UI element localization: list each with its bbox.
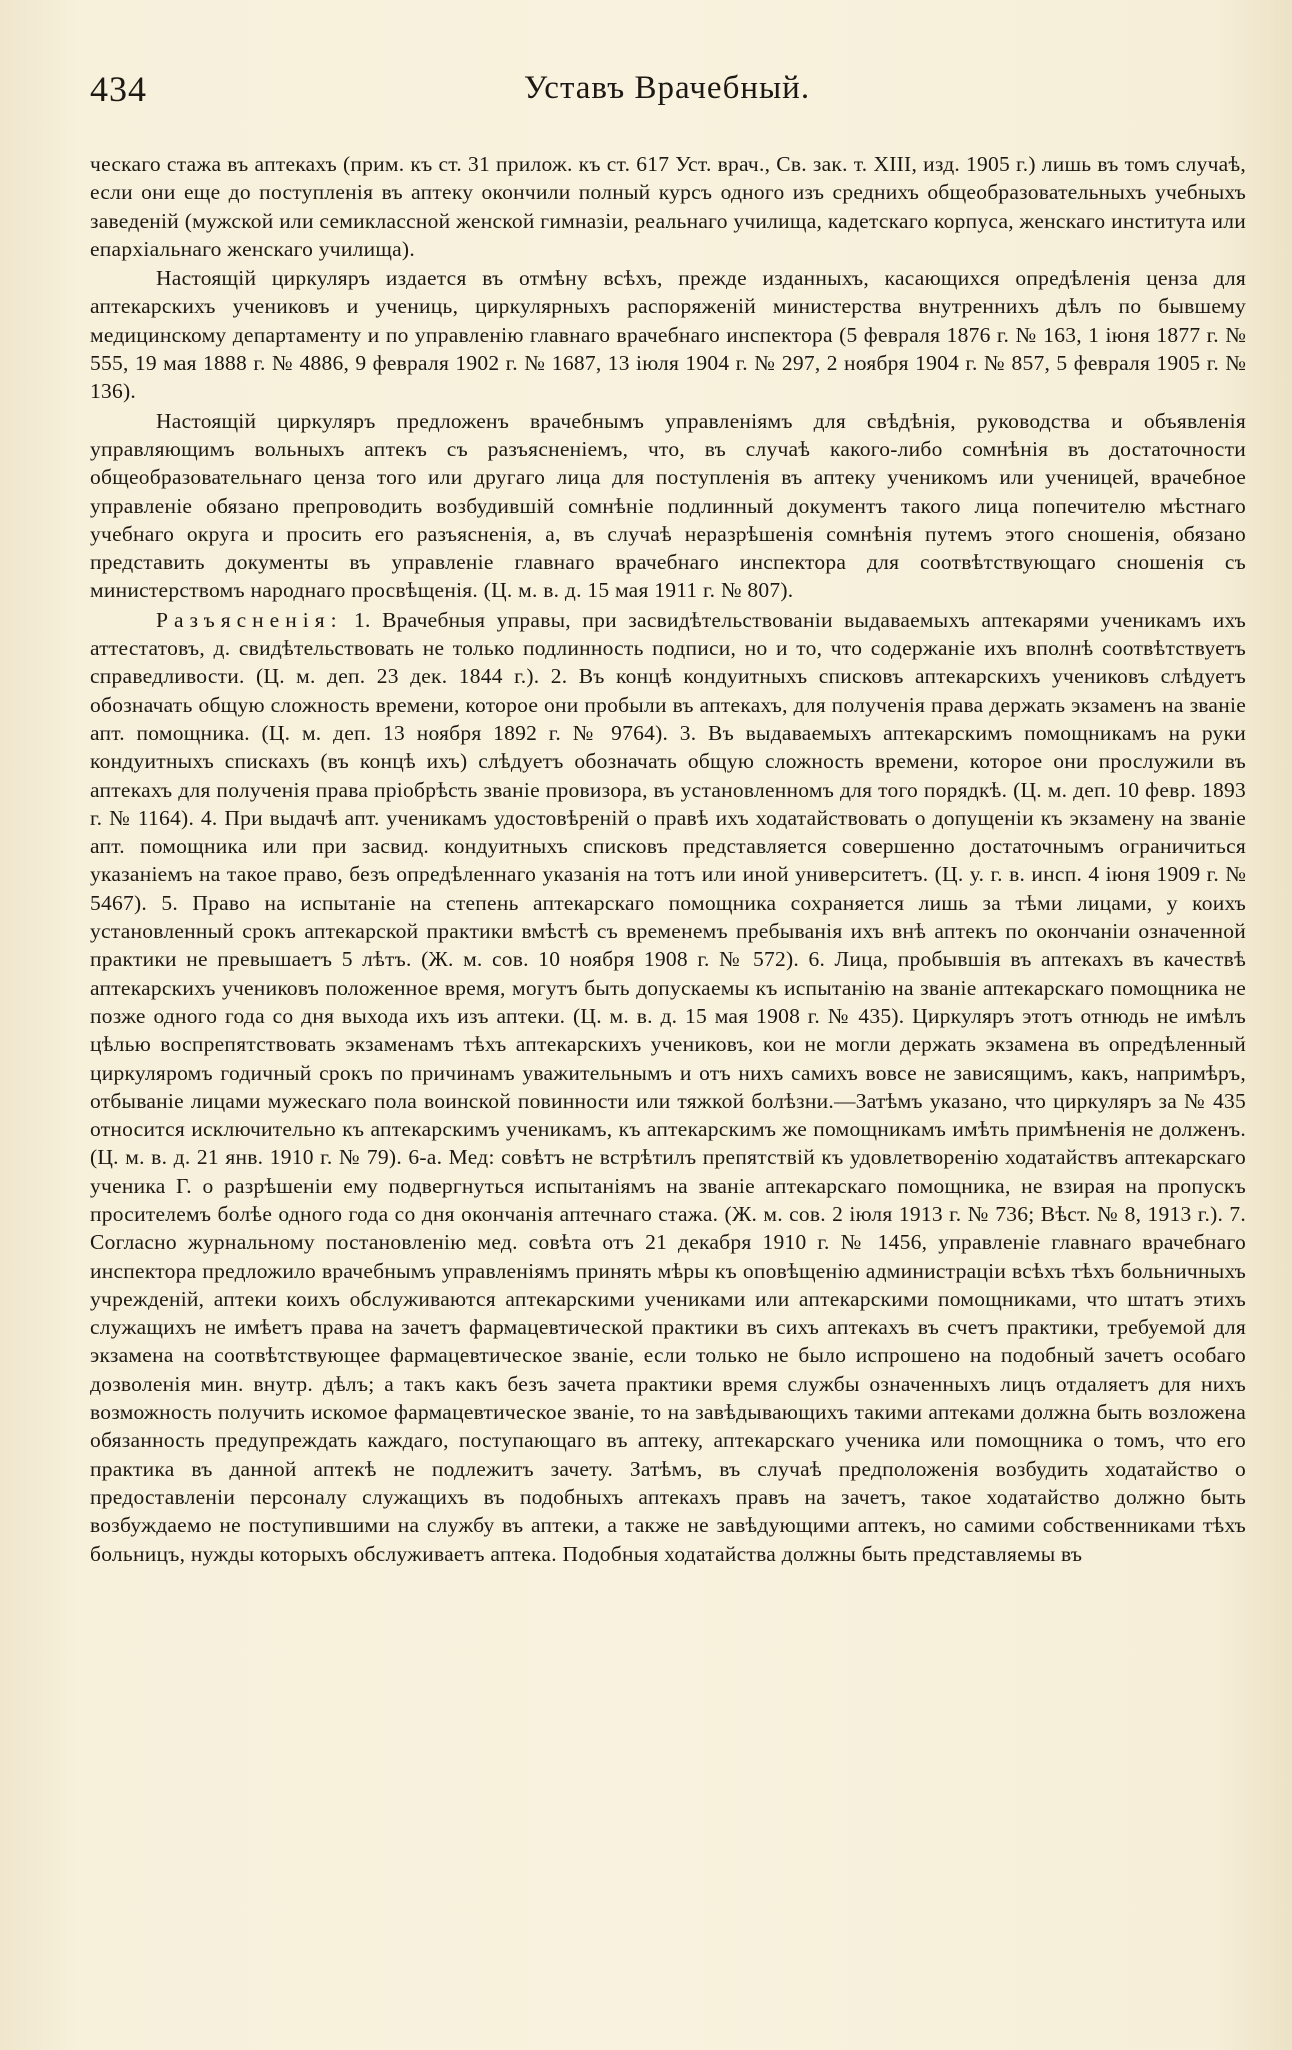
page-number: 434	[90, 69, 147, 109]
page-header	[88, 68, 1246, 118]
paragraph-text: 1. Врачебныя управы, при засвидѣтельствованіи выдаваемыхъ аптекарями ученикамъ ихъ аттестатовъ, д. свидѣтельствовать не только подлинность подписи, но и то, что содержаніе ихъ вполнѣ соотвѣтствуетъ справедливости. (Ц. м. деп. 23 дек. 1844 г.). 2. Въ концѣ кондуитныхъ списковъ аптекарскихъ учениковъ слѣдуетъ обозначать общую сложность времени, которое они пробыли въ аптекахъ, для полученія права держать экзаменъ на званіе апт. помощника. (Ц. м. деп. 13 ноября 1892 г. № 9764). 3. Въ выдаваемыхъ аптекарскимъ помощникамъ на руки кондуитныхъ спискахъ (въ концѣ ихъ) слѣдуетъ обозначать общую сложность времени, которое они прослужили въ аптекахъ для полученія права пріобрѣсть званіе провизора, въ установленномъ для того порядкѣ. (Ц. м. деп. 10 февр. 1893 г. № 1164). 4. При выдачѣ апт. ученикамъ удостовѣреній о правѣ ихъ ходатайствовать о допущеніи къ экзамену на званіе апт. помощника или при засвид. кондуитныхъ списковъ представляется совершенно достаточнымъ ограничиться указаніемъ на такое право, безъ опредѣленнаго указанія на тотъ или иной университетъ. (Ц. у. г. в. инсп. 4 іюня 1909 г. № 5467). 5. Право на испытаніе на степень аптекарскаго помощника сохраняется лишь за тѣми лицами, у коихъ установленный срокъ аптекарской практики вмѣстѣ съ временемъ пребыванія ихъ внѣ аптекъ по окончаніи означенной практики не превышаетъ 5 лѣтъ. (Ж. м. сов. 10 ноября 1908 г. № 572). 6. Лица, пробывшія въ аптекахъ въ качествѣ аптекарскихъ учениковъ положенное время, могутъ быть допускаемы къ испытанію на званіе аптекарскаго помощника не позже одного года со дня выхода ихъ изъ аптеки. (Ц. м. в. д. 15 мая 1908 г. № 435). Циркуляръ этотъ отнюдь не имѣлъ цѣлью воспрепятствовать экзаменамъ тѣхъ аптекарскихъ учениковъ, кои не могли держать экзамена въ опредѣленный циркуляромъ годичный срокъ по причинамъ уважительнымъ и отъ нихъ самихъ вовсе не зависящимъ, какъ, напримѣръ, отбываніе лицами мужескаго пола воинской повинности или тяжкой болѣзни.—Затѣмъ указано, что циркуляръ за № 435 относится исключительно къ аптекарскимъ ученикамъ, къ аптекарскимъ же помощникамъ имѣть примѣненія не долженъ. (Ц. м. в. д. 21 янв. 1910 г. № 79). 6-а. Мед: совѣтъ не встрѣтилъ препятствій къ удовлетворенію ходатайствъ аптекарскаго ученика Г. о разрѣшеніи ему подвергнуться испытаніямъ на званіе аптекарскаго помощника, не взирая на пропускъ просителемъ болѣе одного года со дня окончанія аптечнаго стажа. (Ж. м. сов. 2 іюля 1913 г. № 736; Вѣст. № 8, 1913 г.). 7. Согласно журнальному постановленію мед. совѣта отъ 21 декабря 1910 г. № 1456, управленіе главнаго врачебнаго инспектора предложило врачебнымъ управленіямъ принять мѣры къ оповѣщенію администраціи всѣхъ тѣхъ больничныхъ учрежденій, аптеки коихъ обслуживаются аптекарскими учениками или аптекарскими помощниками, что штатъ этихъ служащихъ не имѣетъ права на зачетъ фармацевтической практики въ сихъ аптекахъ въ счетъ практики, требуемой для экзамена на соотвѣтствующее фармацевтическое званіе, если только не было испрошено на подобный зачетъ особаго дозволенія мин. внутр. дѣлъ; а такъ какъ безъ зачета практики время службы означенныхъ лицъ отдаляетъ для нихъ возможность получить искомое фармацевтическое званіе, то на завѣдывающихъ такими аптеками должна быть возложена обязанность предупреждать каждаго, поступающаго въ аптеку, аптекарскаго ученика или помощника о томъ, что его практика въ данной аптекѣ не подлежитъ зачету. Затѣмъ, въ случаѣ предположенія возбудить ходатайство о предоставленіи персоналу служащихъ въ подобныхъ аптекахъ правъ на зачетъ, такое ходатайство должно быть возбуждаемо не поступившими на службу въ аптеки, а также не завѣдующими аптекъ, но самими собственниками тѣхъ больницъ, нужды которыхъ обслуживаетъ аптека. Подобныя ходатайства должны быть представляемы въ	[90, 607, 1246, 1566]
paragraph-circular-instructions	[90, 407, 1246, 605]
paragraph-circular-revocation	[90, 264, 1246, 405]
paragraph-explanations	[90, 606, 1246, 1568]
running-title: Уставъ Врачебный.	[523, 70, 811, 106]
paragraph-text: Настоящій циркуляръ предложенъ врачебнымъ управленіямъ для свѣдѣнія, руководства и объявленія управляющимъ вольныхъ аптекъ съ разъясненіемъ, что, въ случаѣ какого-либо сомнѣнія въ достаточности общеобразовательнаго ценза того или другаго лица для поступленія въ аптеку ученикомъ или ученицей, врачебное управленіе обязано препроводить возбудившій сомнѣніе подлинный документъ такого лица попечителю мѣстнаго учебнаго округа и просить его разъясненія, а, въ случаѣ неразрѣшенія сомнѣнія путемъ этого сношенія, обязано представить документы въ управленіе главнаго врачебнаго инспектора для соотвѣтствующаго сношенія съ министерствомъ народнаго просвѣщенія. (Ц. м. в. д. 15 мая 1911 г. № 807).	[90, 408, 1246, 603]
paragraph-continuation	[90, 150, 1246, 263]
paragraph-text: Настоящій циркуляръ издается въ отмѣну всѣхъ, прежде изданныхъ, касающихся опредѣленія ценза для аптекарскихъ учениковъ и учениць, циркулярныхъ распоряженій министерства внутреннихъ дѣлъ по бывшему медицинскому департаменту и по управленію главнаго врачебнаго инспектора (5 февраля 1876 г. № 163, 1 іюня 1877 г. № 555, 19 мая 1888 г. № 4886, 9 февраля 1902 г. № 1687, 13 іюля 1904 г. № 297, 2 ноября 1904 г. № 857, 5 февраля 1905 г. № 136).	[90, 266, 1246, 404]
paragraph-text: ческаго стажа въ аптекахъ (прим. къ ст. 31 прилож. къ ст. 617 Уст. врач., Св. зак. т. XIII, изд. 1905 г.) лишь въ томъ случаѣ, если они еще до поступленія въ аптеку окончили полный курсъ одного изъ среднихъ общеобразовательныхъ учебныхъ заведеній (мужской или семиклассной женской гимназіи, реальнаго училища, кадетскаго корпуса, женскаго института или епархіальнаго женскаго училища).	[90, 152, 1246, 261]
explanations-heading: Разъясненія:	[156, 607, 343, 632]
body-text	[90, 150, 1246, 1569]
